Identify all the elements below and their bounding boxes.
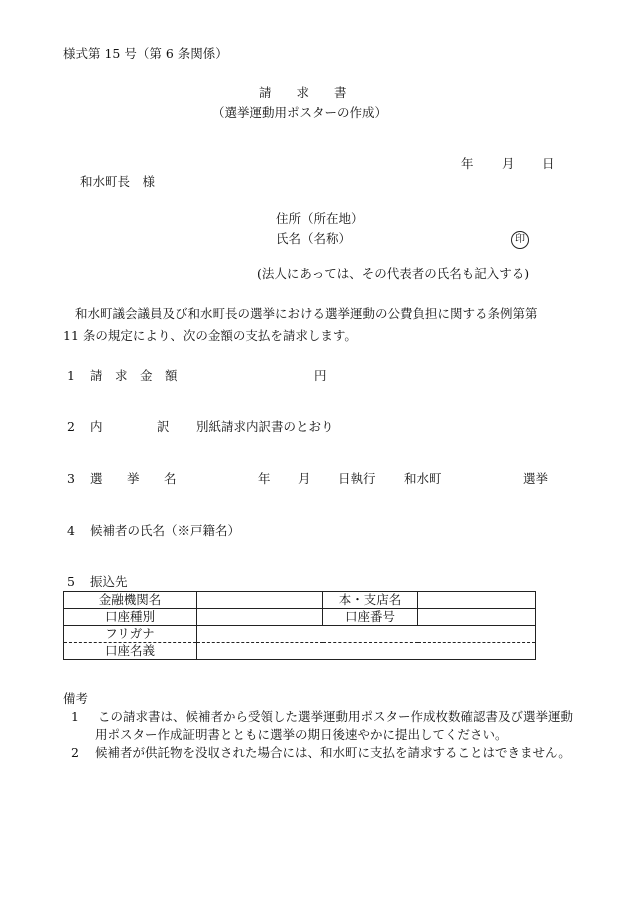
- item-1-label: 請 求 金 額: [90, 368, 178, 383]
- request-body-text: [63, 303, 573, 347]
- item-4-label: 候補者の氏名（※戸籍名）: [90, 523, 241, 538]
- table-row: [64, 609, 536, 626]
- remarks-heading: 備考: [63, 691, 89, 706]
- request-body-line-1: 和水町議会議員及び和水町長の選挙における選挙運動の公費負担に関する条例第第: [75, 306, 538, 321]
- holder-input[interactable]: [197, 643, 536, 660]
- branch-input[interactable]: [418, 592, 536, 609]
- remark-text: この請求書は、候補者から受領した選挙運動用ポスター作成枚数確認書及び選挙運動用ポスター作成証明書とともに選挙の期日後速やかに提出してください。: [95, 709, 574, 742]
- account-number-input[interactable]: [418, 609, 536, 626]
- remark-text: 候補者が供託物を没収された場合には、和水町に支払を請求することはできません。: [95, 745, 571, 760]
- remarks-section: [63, 690, 573, 762]
- item-5-number: 5: [67, 574, 75, 589]
- document-title: 請 求 書: [259, 85, 347, 100]
- bank-account-table: [63, 591, 536, 660]
- election-day: 日執行: [338, 471, 376, 486]
- item-3-label-a: 選: [90, 471, 103, 486]
- remark-number: 2: [71, 745, 79, 760]
- corporate-note: (法人にあっては、その代表者の氏名も記入する): [257, 266, 530, 281]
- item-3-number: 3: [67, 471, 75, 486]
- table-row: [64, 592, 536, 609]
- remark-number: 1: [71, 709, 79, 724]
- request-body-line-2: 11 条の規定により、次の金額の支払を請求します。: [63, 328, 357, 343]
- item-2-label-a: 内: [90, 419, 103, 434]
- breakdown-value: 別紙請求内訳書のとおり: [196, 419, 334, 434]
- address-label: 住所（所在地）: [276, 211, 364, 226]
- election-month: 月: [298, 471, 311, 486]
- account-type-label: 口座種別: [64, 609, 197, 626]
- table-row: [64, 626, 536, 643]
- date-year: 年: [461, 156, 474, 171]
- date-month: 月: [502, 156, 515, 171]
- name-label: 氏名（名称）: [276, 231, 352, 246]
- item-2-number: 2: [67, 419, 75, 434]
- holder-label: 口座名義: [64, 643, 197, 660]
- election-year: 年: [258, 471, 271, 486]
- account-type-input[interactable]: [197, 609, 323, 626]
- item-4-number: 4: [67, 523, 75, 538]
- item-3-label-b: 挙: [127, 471, 140, 486]
- item-5-label: 振込先: [90, 574, 128, 589]
- branch-label: 本・支店名: [323, 592, 418, 609]
- account-number-label: 口座番号: [323, 609, 418, 626]
- election-suffix: 選挙: [523, 471, 549, 486]
- amount-unit: 円: [314, 368, 327, 383]
- election-town: 和水町: [404, 471, 442, 486]
- addressee: 和水町長 様: [80, 174, 156, 189]
- document-subtitle: （選挙運動用ポスターの作成）: [212, 105, 388, 120]
- item-2-label-b: 訳: [157, 419, 170, 434]
- bank-name-label: 金融機関名: [64, 592, 197, 609]
- item-1-number: 1: [67, 368, 75, 383]
- item-3-label-c: 名: [164, 471, 177, 486]
- form-number: 様式第 15 号（第 6 条関係）: [63, 46, 228, 61]
- furigana-input[interactable]: [197, 626, 536, 643]
- furigana-label: フリガナ: [64, 626, 197, 643]
- remark-item: [63, 744, 573, 762]
- bank-name-input[interactable]: [197, 592, 323, 609]
- date-day: 日: [542, 156, 555, 171]
- remark-item: [63, 708, 573, 744]
- seal-mark: 印: [511, 231, 529, 249]
- table-row: [64, 643, 536, 660]
